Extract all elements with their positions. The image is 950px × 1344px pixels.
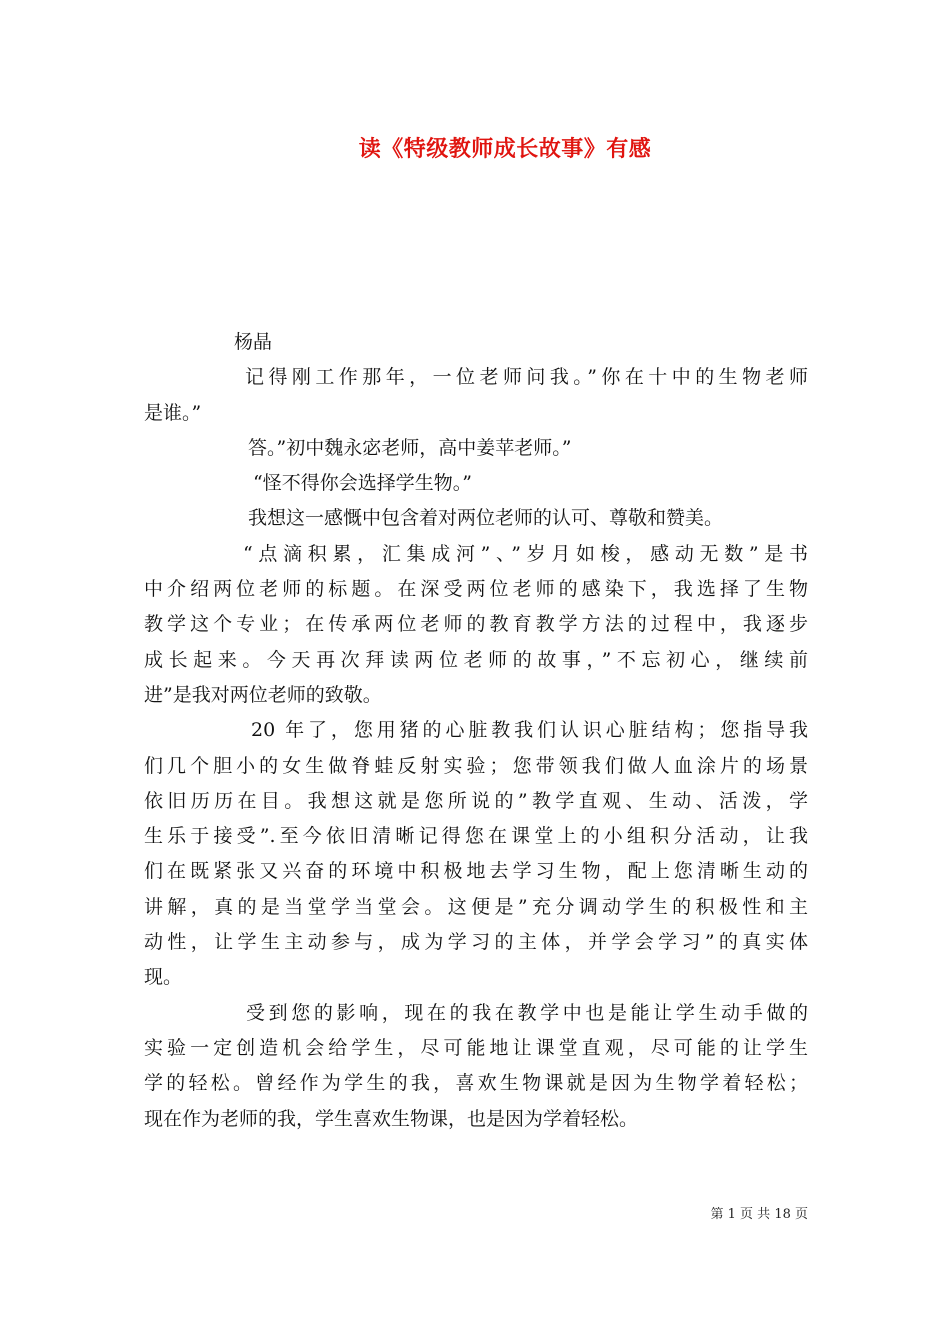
paragraph-line: 现。 xyxy=(144,966,183,989)
paragraph-line: 我想这一感慨中包含着对两位老师的认可、尊敬和赞美。 xyxy=(248,507,724,530)
paragraph-line: 20 年了，您用猪的心脏教我们认识心脏结构；您指导我 xyxy=(251,719,808,742)
paragraph-line: 依旧历历在目。我想这就是您所说的”教学直观、生动、活泼，学 xyxy=(144,789,808,812)
paragraph-line: 们在既紧张又兴奋的环境中积极地去学习生物，配上您清晰生动的 xyxy=(144,860,808,883)
paragraph-line: 动性，让学生主动参与，成为学习的主体，并学会学习”的真实体 xyxy=(144,931,808,954)
paragraph-line: 进”是我对两位老师的致敬。 xyxy=(144,683,382,706)
paragraph-line: 是谁。” xyxy=(144,401,202,424)
document-body xyxy=(144,325,808,1137)
author-name: 杨晶 xyxy=(234,331,273,353)
document-title: 读《特级教师成长故事》有感 xyxy=(358,136,652,162)
paragraph-line: 教学这个专业；在传承两位老师的教育教学方法的过程中，我逐步 xyxy=(144,613,808,636)
paragraph-line: “点滴积累，汇集成河”、”岁月如梭，感动无数”是书 xyxy=(243,542,808,565)
paragraph-line: 们几个胆小的女生做脊蛙反射实验；您带领我们做人血涂片的场景 xyxy=(144,754,808,777)
paragraph-line: 答。”初中魏永宓老师，高中姜苹老师。” xyxy=(248,436,572,459)
paragraph-line: 讲解，真的是当堂学当堂会。这便是”充分调动学生的积极性和主 xyxy=(144,895,808,918)
paragraph-line: 现在作为老师的我，学生喜欢生物课，也是因为学着轻松。 xyxy=(144,1107,639,1130)
paragraph-line: 生乐于接受”.至今依旧清晰记得您在课堂上的小组积分活动，让我 xyxy=(144,825,808,848)
paragraph-line: 学的轻松。曾经作为学生的我，喜欢生物课就是因为生物学着轻松； xyxy=(144,1072,808,1095)
paragraph-line: 成长起来。今天再次拜读两位老师的故事，”不忘初心，继续前 xyxy=(144,648,808,671)
paragraph-line: 实验一定创造机会给学生，尽可能地让课堂直观，尽可能的让学生 xyxy=(144,1036,808,1059)
paragraph-line: 记得刚工作那年，一位老师问我。”你在十中的生物老师 xyxy=(245,366,808,389)
paragraph-line: 受到您的影响，现在的我在教学中也是能让学生动手做的 xyxy=(246,1001,808,1024)
paragraph-line: 中介绍两位老师的标题。在深受两位老师的感染下，我选择了生物 xyxy=(144,578,808,601)
paragraph-line: “怪不得你会选择学生物。” xyxy=(253,472,472,495)
page-number: 第 1 页 共 18 页 xyxy=(710,1207,808,1222)
